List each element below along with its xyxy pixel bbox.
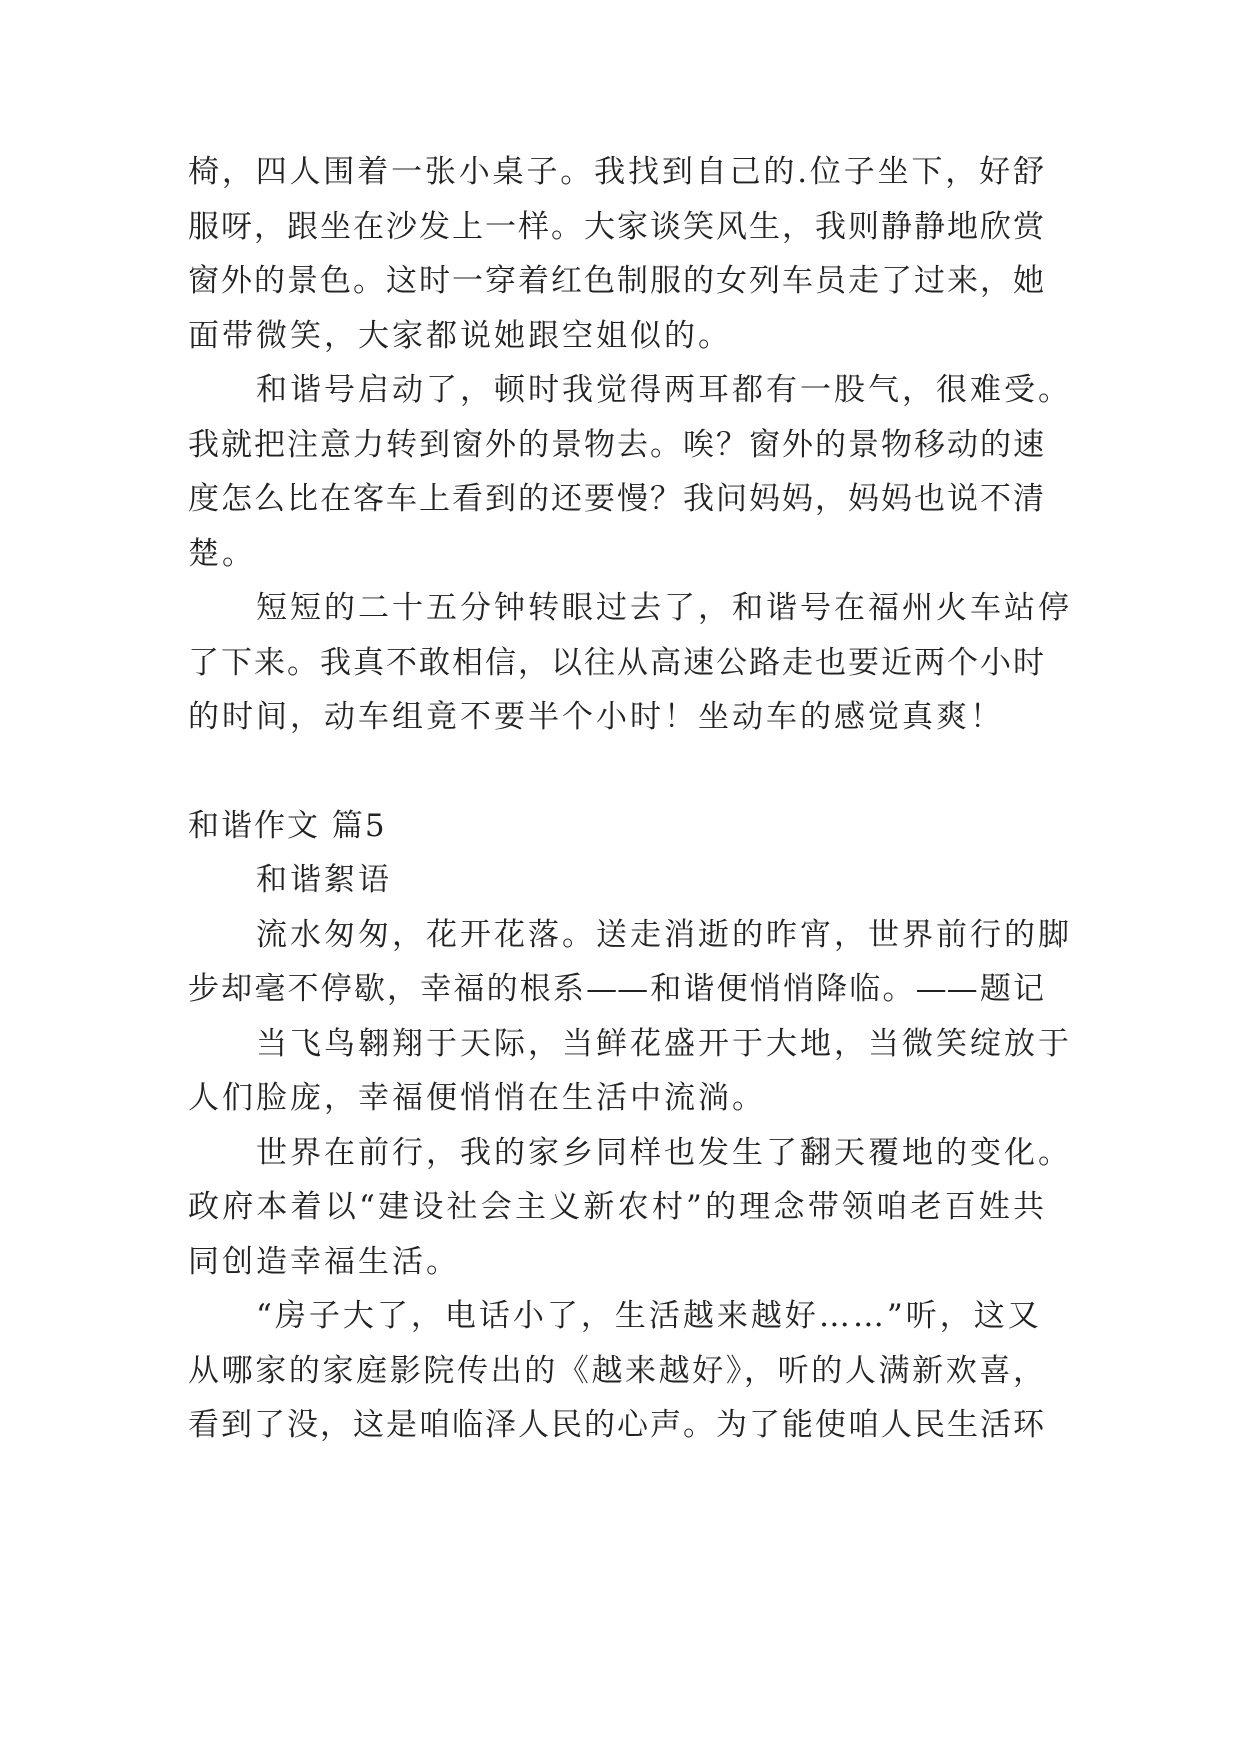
paragraph-line: 楚。: [188, 536, 256, 572]
paragraph-line: 我就把注意力转到窗外的景物去。唉？窗外的景物移动的速: [188, 427, 1044, 463]
paragraph-line: 政府本着以“建设社会主义新农村”的理念带领咱老百姓共: [188, 1189, 1044, 1225]
paragraph-line: 同创造幸福生活。: [188, 1244, 460, 1280]
paragraph-line: 流水匆匆，花开花落。送走消逝的昨宵，世界前行的脚: [256, 917, 1072, 953]
paragraph-line: 当飞鸟翱翔于天际，当鲜花盛开于大地，当微笑绽放于: [256, 1026, 1072, 1062]
paragraph-line: 世界在前行，我的家乡同样也发生了翻天覆地的变化。: [256, 1135, 1072, 1171]
paragraph-line: 看到了没，这是咱临泽人民的心声。为了能使咱人民生活环: [188, 1407, 1044, 1443]
paragraph-line: 从哪家的家庭影院传出的《越来越好》，听的人满新欢喜，: [188, 1353, 1044, 1389]
paragraph-line: 窗外的景色。这时一穿着红色制服的女列车员走了过来，她: [188, 263, 1044, 299]
paragraph-line: 的时间，动车组竟不要半个小时！坐动车的感觉真爽！: [188, 699, 1004, 735]
paragraph-line: 和谐号启动了，顿时我觉得两耳都有一股气，很难受。: [256, 372, 1072, 408]
paragraph-line: 椅，四人围着一张小桌子。我找到自己的.位子坐下，好舒: [188, 154, 1044, 190]
paragraph-line: 人们脸庞，幸福便悄悄在生活中流淌。: [188, 1080, 766, 1116]
paragraph-line: 面带微笑，大家都说她跟空姐似的。: [188, 318, 732, 354]
essay-title: 和谐絮语: [256, 862, 392, 898]
paragraph-line: 步却毫不停歇，幸福的根系——和谐便悄悄降临。——题记: [188, 971, 1044, 1007]
paragraph-line: 服呀，跟坐在沙发上一样。大家谈笑风生，我则静静地欣赏: [188, 209, 1044, 245]
section-heading: 和谐作文 篇5: [188, 808, 387, 844]
paragraph-line: 了下来。我真不敢相信，以往从高速公路走也要近两个小时: [188, 645, 1044, 681]
paragraph-line: “房子大了，电话小了，生活越来越好……”听，这又: [256, 1298, 1042, 1334]
paragraph-line: 度怎么比在客车上看到的还要慢？我问妈妈，妈妈也说不清: [188, 481, 1044, 517]
paragraph-line: 短短的二十五分钟转眼过去了，和谐号在福州火车站停: [256, 590, 1072, 626]
